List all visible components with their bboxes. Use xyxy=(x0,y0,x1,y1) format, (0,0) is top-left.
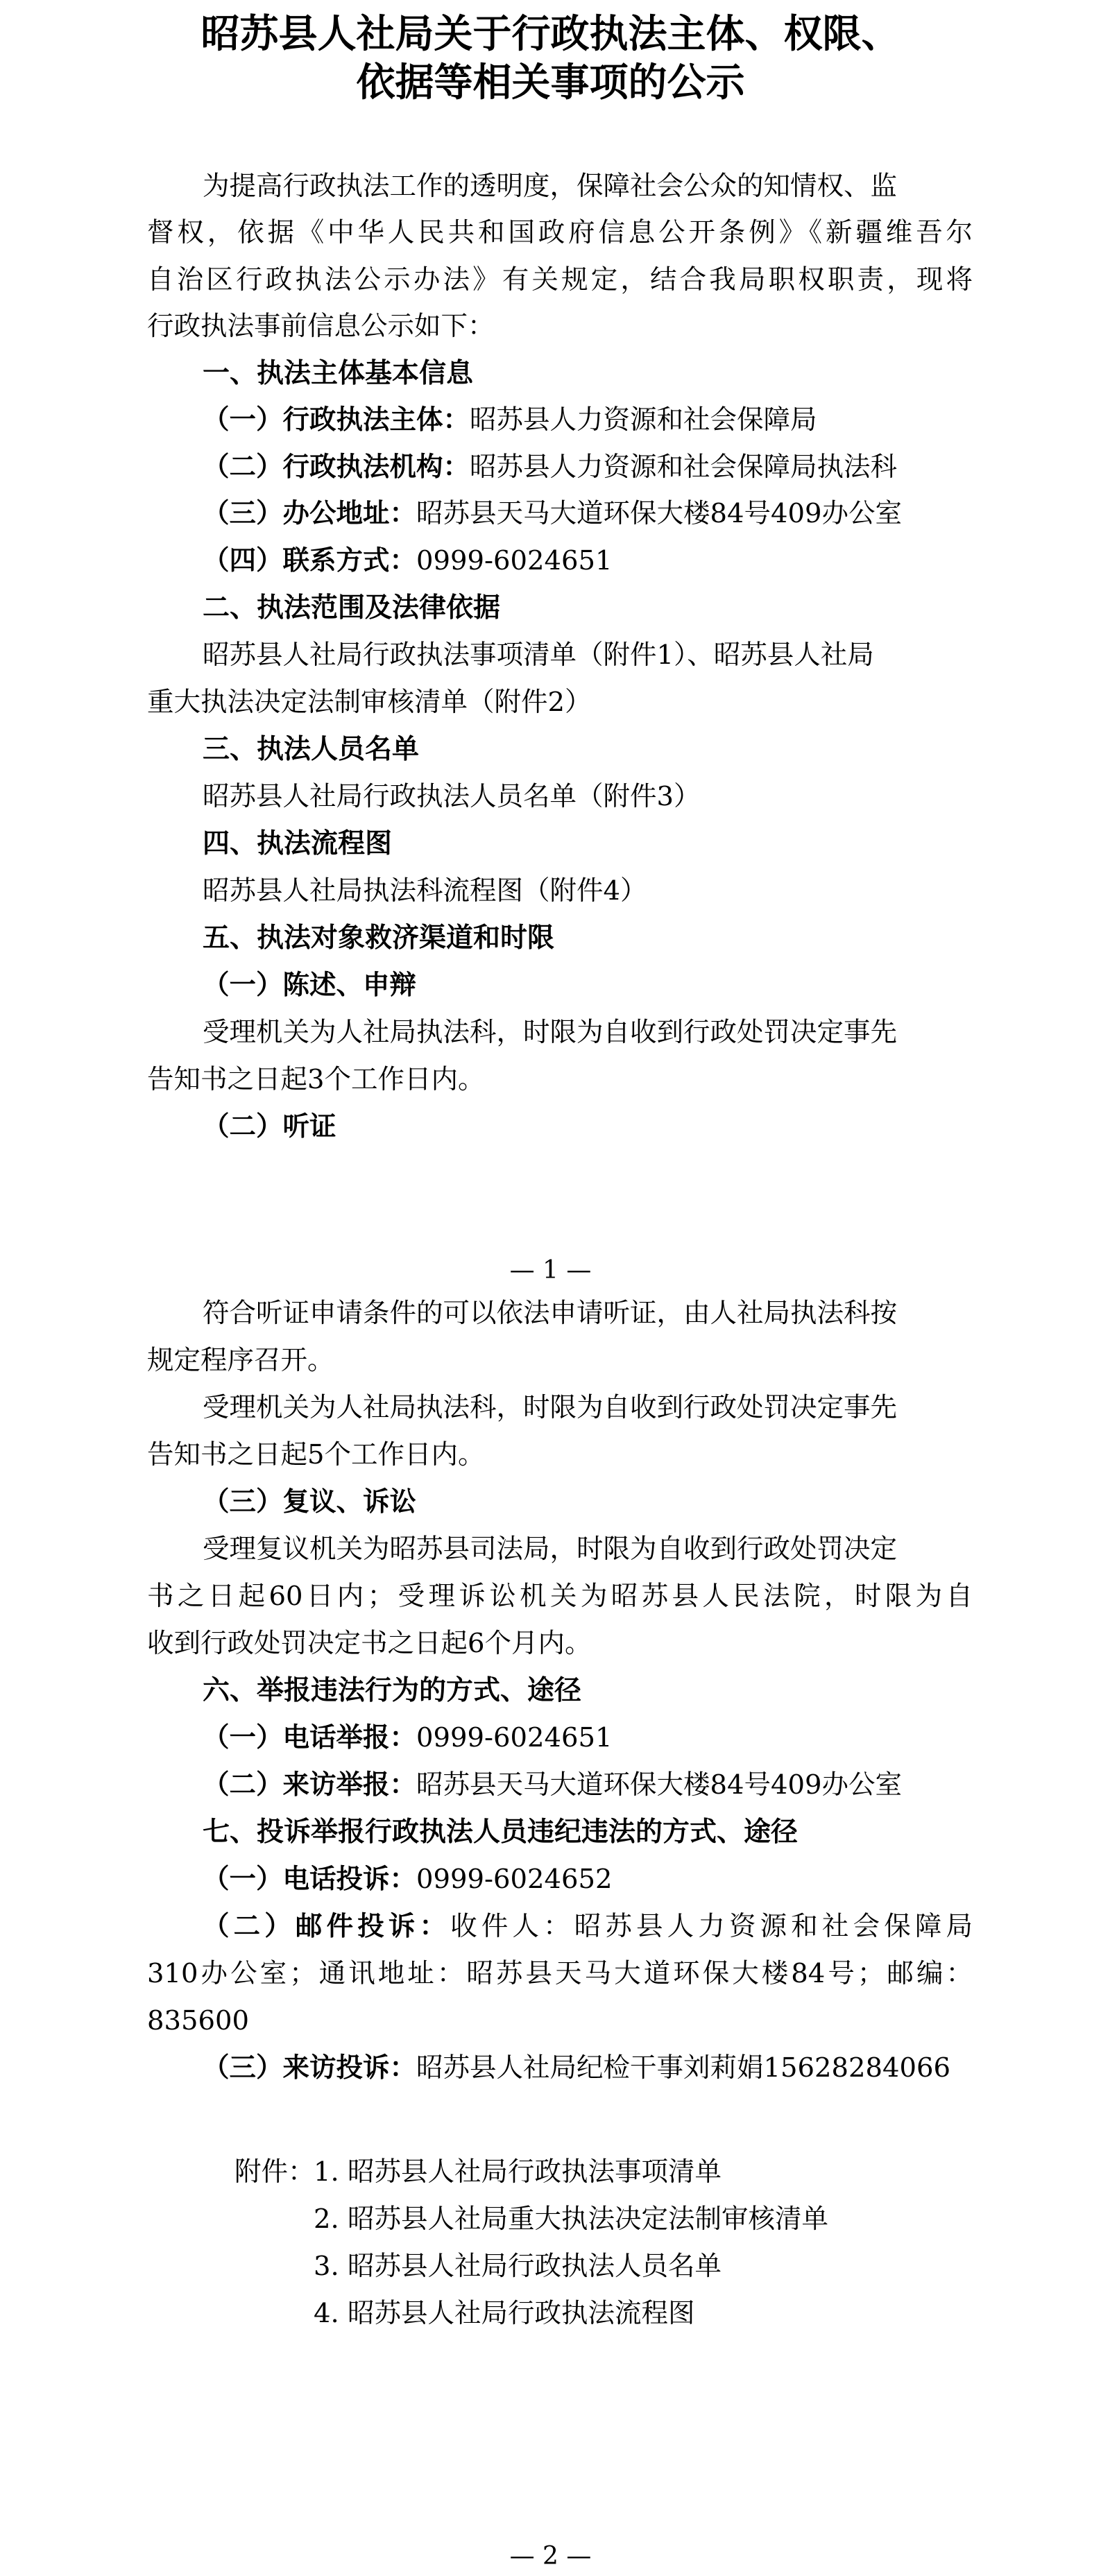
document-page-2 xyxy=(0,1290,1101,2576)
s7-item-1-label: （一）电话投诉： xyxy=(203,1864,417,1895)
s1-item-2-value: 昭苏县人力资源和社会保障局执法科 xyxy=(470,452,898,483)
s1-item-4 xyxy=(203,546,1028,576)
attachments-label: 附件： xyxy=(234,2156,315,2188)
attachment-item-2: 2. 昭苏县人社局重大执法决定法制审核清单 xyxy=(314,2204,828,2235)
section-7-heading: 七、投诉举报行政执法人员违纪违法的方式、途径 xyxy=(203,1817,799,1848)
s1-item-4-label: （四）联系方式： xyxy=(203,545,417,576)
s5-sub-1-heading: （一）陈述、申辩 xyxy=(203,970,417,1001)
page-number-1: — 1 — xyxy=(509,1256,592,1285)
intro-line-2: 督权，依据《中华人民共和国政府信息公开条例》《新疆维吾尔 xyxy=(147,217,973,248)
s1-item-1-value: 昭苏县人力资源和社会保障局 xyxy=(470,404,817,436)
document-title-line-1: 昭苏县人社局关于行政执法主体、权限、 xyxy=(200,12,901,57)
s4-line-1: 昭苏县人社局执法科流程图（附件4） xyxy=(203,875,647,907)
s5-sub-1-line-1: 受理机关为人社局执法科，时限为自收到行政处罚决定事先 xyxy=(203,1017,898,1048)
s7-item-1 xyxy=(203,1864,1028,1895)
s1-item-3-label: （三）办公地址： xyxy=(203,498,417,529)
section-4-heading: 四、执法流程图 xyxy=(203,828,393,859)
section-5-heading: 五、执法对象救济渠道和时限 xyxy=(203,922,555,954)
document-title-line-2: 依据等相关事项的公示 xyxy=(356,60,745,105)
s7-item-2-label: （二）邮件投诉： xyxy=(203,1911,451,1942)
s3-line-1: 昭苏县人社局行政执法人员名单（附件3） xyxy=(203,781,701,812)
s6-item-2-value: 昭苏县天马大道环保大楼84号409办公室 xyxy=(416,1769,902,1801)
s6-item-2-label: （二）来访举报： xyxy=(203,1769,417,1801)
s7-item-2-line-2: 310办公室；通讯地址：昭苏县天马大道环保大楼84号；邮编： xyxy=(147,1958,973,1989)
s7-item-2-value: 收件人：昭苏县人力资源和社会保障局 xyxy=(450,1911,973,1942)
intro-line-1: 为提高行政执法工作的透明度，保障社会公众的知情权、监 xyxy=(203,171,898,202)
s6-item-1 xyxy=(203,1723,1028,1753)
s5-sub-2-line-4: 告知书之日起5个工作日内。 xyxy=(147,1439,485,1470)
s5-sub-1-line-2: 告知书之日起3个工作日内。 xyxy=(147,1064,485,1095)
s5-sub-3-line-1: 受理复议机关为昭苏县司法局，时限为自收到行政处罚决定 xyxy=(203,1534,898,1565)
s2-line-1: 昭苏县人社局行政执法事项清单（附件1）、昭苏县人社局 xyxy=(203,639,874,671)
attachment-item-4: 4. 昭苏县人社局行政执法流程图 xyxy=(314,2298,695,2329)
s7-item-1-value: 0999-6024652 xyxy=(416,1864,613,1895)
s1-item-1-label: （一）行政执法主体： xyxy=(203,404,470,436)
s5-sub-2-line-1: 符合听证申请条件的可以依法申请听证，由人社局执法科按 xyxy=(203,1298,898,1329)
s7-item-2-line-3: 835600 xyxy=(147,2005,249,2036)
intro-line-4: 行政执法事前信息公示如下： xyxy=(147,311,495,342)
s5-sub-2-line-2: 规定程序召开。 xyxy=(147,1345,334,1376)
s1-item-2-label: （二）行政执法机构： xyxy=(203,452,470,483)
section-3-heading: 三、执法人员名单 xyxy=(203,734,420,765)
intro-line-3: 自治区行政执法公示办法》有关规定，结合我局职权职责，现将 xyxy=(147,264,973,295)
attachment-item-3: 3. 昭苏县人社局行政执法人员名单 xyxy=(314,2251,722,2282)
s1-item-3-value: 昭苏县天马大道环保大楼84号409办公室 xyxy=(416,498,902,529)
section-6-heading: 六、举报违法行为的方式、途径 xyxy=(203,1675,582,1706)
s1-item-2 xyxy=(203,452,1028,483)
s5-sub-3-line-3: 收到行政处罚决定书之日起6个月内。 xyxy=(147,1628,592,1659)
s6-item-2 xyxy=(203,1770,1028,1801)
s7-item-3-value: 昭苏县人社局纪检干事刘莉娟15628284066 xyxy=(416,2052,950,2084)
page-number-2: — 2 — xyxy=(509,2542,592,2570)
attachment-item-1: 1. 昭苏县人社局行政执法事项清单 xyxy=(314,2156,722,2188)
s7-item-3-label: （三）来访投诉： xyxy=(203,2052,417,2084)
s7-item-2 xyxy=(203,1912,973,1942)
s5-sub-2-heading: （二）听证 xyxy=(203,1111,336,1142)
s6-item-1-label: （一）电话举报： xyxy=(203,1722,417,1753)
s1-item-3 xyxy=(203,499,1028,529)
s7-item-3 xyxy=(203,2053,1028,2084)
s5-sub-3-heading: （三）复议、诉讼 xyxy=(203,1486,417,1518)
s2-line-2: 重大执法决定法制审核清单（附件2） xyxy=(147,687,592,718)
section-2-heading: 二、执法范围及法律依据 xyxy=(203,592,501,624)
s1-item-1 xyxy=(203,405,1028,436)
s1-item-4-value: 0999-6024651 xyxy=(416,545,613,576)
s5-sub-2-line-3: 受理机关为人社局执法科，时限为自收到行政处罚决定事先 xyxy=(203,1392,898,1423)
section-1-heading: 一、执法主体基本信息 xyxy=(203,358,474,389)
s6-item-1-value: 0999-6024651 xyxy=(416,1722,613,1753)
s5-sub-3-line-2: 书之日起60日内；受理诉讼机关为昭苏县人民法院，时限为自 xyxy=(147,1581,973,1612)
